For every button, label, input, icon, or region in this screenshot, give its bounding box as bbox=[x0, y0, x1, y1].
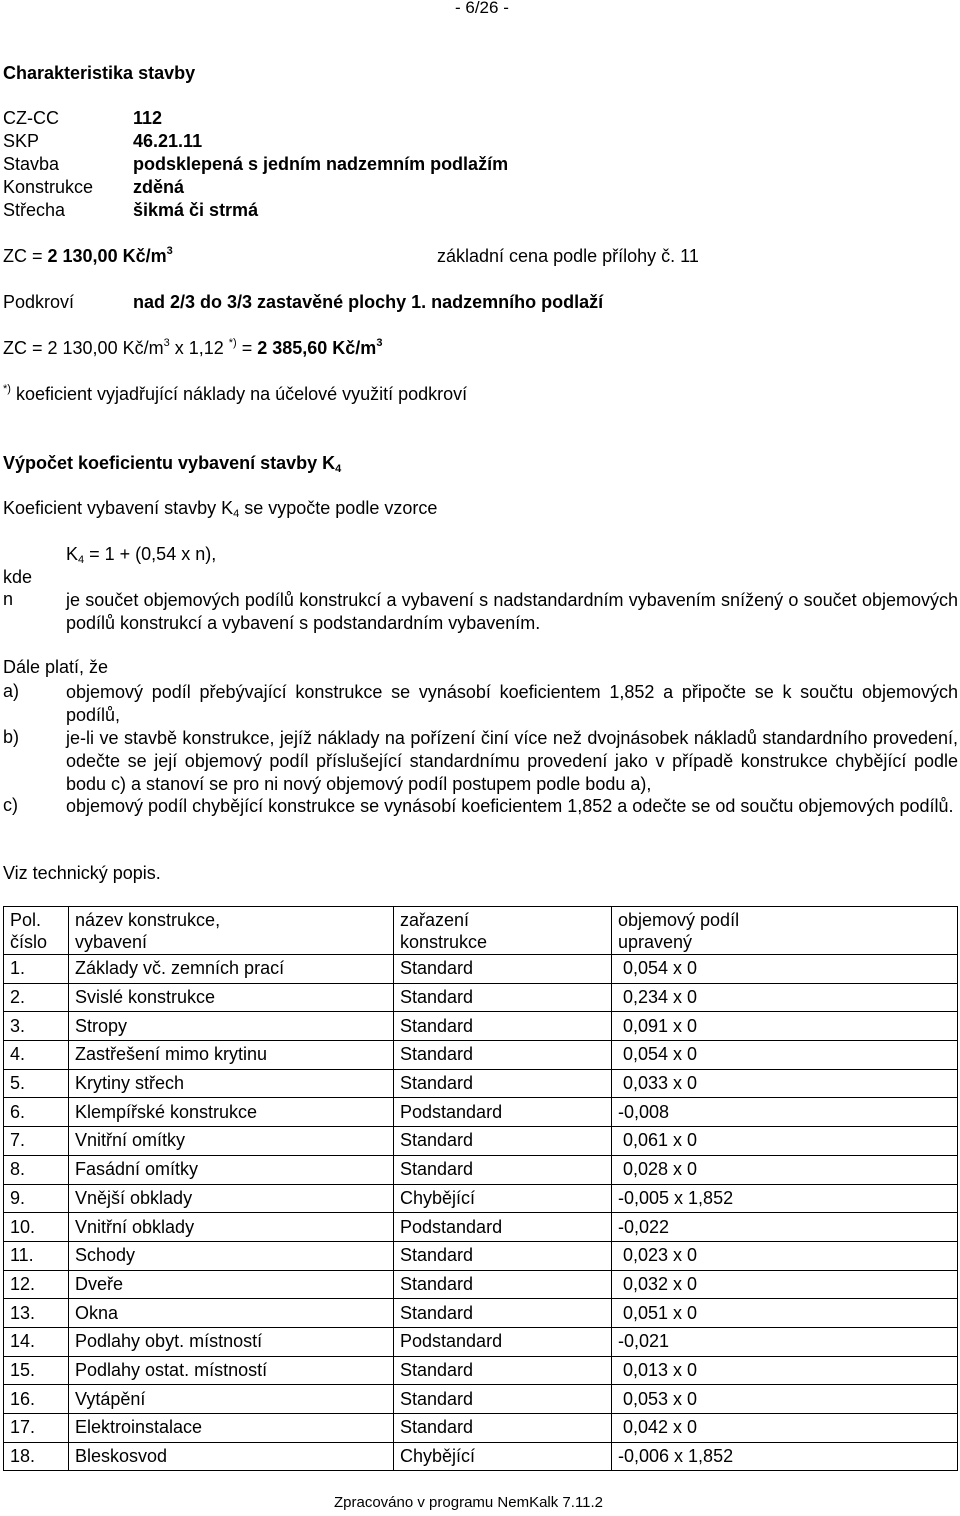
table-row bbox=[4, 1184, 958, 1213]
table-row bbox=[4, 1012, 958, 1041]
n-definition: je součet objemových podílů konstrukcí a vybavení s nadstandardním vybavením snížený o součet objemových podílů konstrukcí a vybavení s podstandardním vybavením. bbox=[66, 590, 958, 633]
table-row bbox=[4, 1299, 958, 1328]
calc-part: = bbox=[236, 338, 258, 358]
cell-num: 1. bbox=[4, 955, 69, 984]
cell-class: Standard bbox=[394, 1299, 612, 1328]
cell-class: Standard bbox=[394, 1241, 612, 1270]
cell-class: Standard bbox=[394, 1155, 612, 1184]
footnote-star: *) bbox=[3, 383, 11, 395]
price-calculation bbox=[3, 338, 382, 359]
cell-share: 0,032 x 0 bbox=[612, 1270, 958, 1299]
cell-share: -0,008 bbox=[612, 1098, 958, 1127]
cell-share: 0,054 x 0 bbox=[612, 1041, 958, 1070]
section-title: Charakteristika stavby bbox=[3, 63, 196, 83]
header-name bbox=[69, 907, 394, 955]
k4-formula bbox=[66, 544, 216, 565]
k4-title-sub: 4 bbox=[335, 463, 342, 475]
cell-class: Chybějící bbox=[394, 1184, 612, 1213]
table-row bbox=[4, 1041, 958, 1070]
header-text: vybavení bbox=[75, 931, 148, 952]
cell-class: Standard bbox=[394, 983, 612, 1012]
calc-part: x 1,12 bbox=[169, 338, 229, 358]
cell-share: 0,053 x 0 bbox=[612, 1385, 958, 1414]
cell-num: 9. bbox=[4, 1184, 69, 1213]
header-text: číslo bbox=[10, 931, 48, 952]
cell-name: Svislé konstrukce bbox=[69, 983, 394, 1012]
cell-name: Krytiny střech bbox=[69, 1069, 394, 1098]
cell-class: Standard bbox=[394, 1127, 612, 1156]
header-pol bbox=[4, 907, 69, 955]
calc-star: *) bbox=[228, 337, 237, 349]
cell-share: 0,061 x 0 bbox=[612, 1127, 958, 1156]
char-value: šikmá či strmá bbox=[133, 200, 259, 220]
cell-num: 5. bbox=[4, 1069, 69, 1098]
header-text: objemový podíl bbox=[618, 909, 740, 930]
calc-exp: 3 bbox=[163, 337, 170, 349]
cell-share: 0,028 x 0 bbox=[612, 1155, 958, 1184]
char-value: zděná bbox=[133, 177, 185, 197]
k4-intro-text: se vypočte podle vzorce bbox=[239, 498, 438, 518]
table-row bbox=[4, 1385, 958, 1414]
cell-share: 0,234 x 0 bbox=[612, 983, 958, 1012]
cell-class: Standard bbox=[394, 1414, 612, 1443]
cell-share: 0,033 x 0 bbox=[612, 1069, 958, 1098]
calc-part: ZC = 2 130,00 Kč/m bbox=[3, 338, 164, 358]
cell-share: 0,091 x 0 bbox=[612, 1012, 958, 1041]
cell-num: 14. bbox=[4, 1327, 69, 1356]
rule-text: je-li ve stavbě konstrukce, jejíž náklady na pořízení činí více než dvojnásobek nákladů standardního provedení, odečte se její objemový podíl příslušející standardnímu provedení jako v případě konstrukce chybějící podle bodu c) a stanoví se pro ni nový objemový podíl postupem podle bodu a), bbox=[66, 728, 958, 794]
char-value: podsklepená s jedním nadzemním podlažím bbox=[133, 154, 509, 174]
char-label: SKP bbox=[3, 131, 40, 151]
rule-marker: b) bbox=[3, 727, 20, 747]
cell-name: Vnější obklady bbox=[69, 1184, 394, 1213]
cell-num: 18. bbox=[4, 1442, 69, 1471]
cell-class: Standard bbox=[394, 1012, 612, 1041]
attic-value: nad 2/3 do 3/3 zastavěné plochy 1. nadzemního podlaží bbox=[133, 292, 604, 312]
cell-name: Vnitřní omítky bbox=[69, 1127, 394, 1156]
cell-name: Klempířské konstrukce bbox=[69, 1098, 394, 1127]
calc-result: 2 385,60 Kč/m bbox=[257, 338, 377, 358]
table-row bbox=[4, 1442, 958, 1471]
cell-num: 17. bbox=[4, 1414, 69, 1443]
cell-num: 2. bbox=[4, 983, 69, 1012]
table-row bbox=[4, 1127, 958, 1156]
cell-share: 0,054 x 0 bbox=[612, 955, 958, 984]
tech-description-ref: Viz technický popis. bbox=[3, 863, 161, 883]
cell-name: Stropy bbox=[69, 1012, 394, 1041]
table-row bbox=[4, 1098, 958, 1127]
formula-sub: 4 bbox=[78, 554, 85, 566]
cell-name: Podlahy ostat. místností bbox=[69, 1356, 394, 1385]
base-price-line bbox=[3, 246, 173, 267]
base-price-exp: 3 bbox=[166, 245, 173, 257]
cell-num: 15. bbox=[4, 1356, 69, 1385]
table-row bbox=[4, 1270, 958, 1299]
cell-class: Standard bbox=[394, 1270, 612, 1299]
base-price-note: základní cena podle přílohy č. 11 bbox=[437, 246, 699, 266]
k4-title bbox=[3, 453, 341, 474]
cell-name: Vnitřní obklady bbox=[69, 1213, 394, 1242]
cell-class: Standard bbox=[394, 1069, 612, 1098]
k4-intro-sub: 4 bbox=[233, 508, 240, 520]
char-value: 46.21.11 bbox=[133, 131, 203, 151]
calc-result-exp: 3 bbox=[376, 337, 383, 349]
cell-name: Zastřešení mimo krytinu bbox=[69, 1041, 394, 1070]
cell-class: Podstandard bbox=[394, 1213, 612, 1242]
table-row bbox=[4, 1356, 958, 1385]
cell-share: -0,022 bbox=[612, 1213, 958, 1242]
construction-table bbox=[3, 906, 958, 1471]
table-row bbox=[4, 1069, 958, 1098]
header-class bbox=[394, 907, 612, 955]
base-price-value: 2 130,00 Kč/m bbox=[47, 246, 167, 266]
n-label: n bbox=[3, 589, 14, 609]
header-text: konstrukce bbox=[400, 931, 488, 952]
cell-class: Standard bbox=[394, 1356, 612, 1385]
rule-text: objemový podíl chybějící konstrukce se vynásobí koeficientem 1,852 a odečte se od součtu objemových podílů. bbox=[66, 796, 954, 816]
header-text: Pol. bbox=[10, 909, 42, 930]
k4-title-text: Výpočet koeficientu vybavení stavby K bbox=[3, 453, 336, 473]
cell-name: Fasádní omítky bbox=[69, 1155, 394, 1184]
header-text: upravený bbox=[618, 931, 693, 952]
cell-share: 0,013 x 0 bbox=[612, 1356, 958, 1385]
rule-marker: c) bbox=[3, 795, 18, 815]
header-text: zařazení bbox=[400, 909, 470, 930]
header-share bbox=[612, 907, 958, 955]
cell-name: Dveře bbox=[69, 1270, 394, 1299]
cell-name: Základy vč. zemních prací bbox=[69, 955, 394, 984]
page-number: - 6/26 - bbox=[455, 0, 509, 17]
rule-text: objemový podíl přebývající konstrukce se vynásobí koeficientem 1,852 a připočte se k součtu objemových podílů, bbox=[66, 682, 958, 725]
table-header-row bbox=[4, 907, 958, 955]
cell-num: 11. bbox=[4, 1241, 69, 1270]
table-row bbox=[4, 1241, 958, 1270]
cell-class: Podstandard bbox=[394, 1098, 612, 1127]
cell-num: 16. bbox=[4, 1385, 69, 1414]
table-row bbox=[4, 1327, 958, 1356]
cell-share: 0,051 x 0 bbox=[612, 1299, 958, 1328]
table-row bbox=[4, 955, 958, 984]
cell-name: Podlahy obyt. místností bbox=[69, 1327, 394, 1356]
cell-share: 0,042 x 0 bbox=[612, 1414, 958, 1443]
cell-share: -0,006 x 1,852 bbox=[612, 1442, 958, 1471]
attic-label: Podkroví bbox=[3, 292, 75, 312]
footnote-text: koeficient vyjadřující náklady na účelové využití podkroví bbox=[10, 384, 468, 404]
formula-rest: = 1 + (0,54 x n), bbox=[84, 544, 217, 564]
cell-num: 12. bbox=[4, 1270, 69, 1299]
k4-intro-text: Koeficient vybavení stavby K bbox=[3, 498, 234, 518]
table-row bbox=[4, 1213, 958, 1242]
cell-share: -0,021 bbox=[612, 1327, 958, 1356]
table-row bbox=[4, 1155, 958, 1184]
cell-num: 13. bbox=[4, 1299, 69, 1328]
cell-num: 7. bbox=[4, 1127, 69, 1156]
formula-k: K bbox=[66, 544, 79, 564]
cell-name: Schody bbox=[69, 1241, 394, 1270]
cell-name: Vytápění bbox=[69, 1385, 394, 1414]
char-label: Konstrukce bbox=[3, 177, 94, 197]
cell-class: Standard bbox=[394, 955, 612, 984]
cell-name: Elektroinstalace bbox=[69, 1414, 394, 1443]
cell-class: Standard bbox=[394, 1385, 612, 1414]
cell-share: 0,023 x 0 bbox=[612, 1241, 958, 1270]
cell-num: 8. bbox=[4, 1155, 69, 1184]
char-value: 112 bbox=[133, 108, 163, 128]
cell-class: Podstandard bbox=[394, 1327, 612, 1356]
rule-marker: a) bbox=[3, 681, 20, 701]
cell-class: Standard bbox=[394, 1041, 612, 1070]
char-label: Střecha bbox=[3, 200, 66, 220]
cell-num: 10. bbox=[4, 1213, 69, 1242]
char-label: CZ-CC bbox=[3, 108, 59, 128]
k4-intro bbox=[3, 498, 437, 519]
cell-num: 4. bbox=[4, 1041, 69, 1070]
footnote bbox=[3, 384, 467, 405]
footer-note: Zpracováno v programu NemKalk 7.11.2 bbox=[334, 1494, 604, 1511]
table-row bbox=[4, 983, 958, 1012]
char-label: Stavba bbox=[3, 154, 60, 174]
cell-share: -0,005 x 1,852 bbox=[612, 1184, 958, 1213]
cell-name: Bleskosvod bbox=[69, 1442, 394, 1471]
kde-label: kde bbox=[3, 567, 33, 587]
cell-num: 3. bbox=[4, 1012, 69, 1041]
cell-class: Chybějící bbox=[394, 1442, 612, 1471]
cell-num: 6. bbox=[4, 1098, 69, 1127]
cell-name: Okna bbox=[69, 1299, 394, 1328]
header-text: název konstrukce, bbox=[75, 909, 221, 930]
table-row bbox=[4, 1414, 958, 1443]
base-price-prefix: ZC = bbox=[3, 246, 48, 266]
rules-intro: Dále platí, že bbox=[3, 657, 109, 677]
